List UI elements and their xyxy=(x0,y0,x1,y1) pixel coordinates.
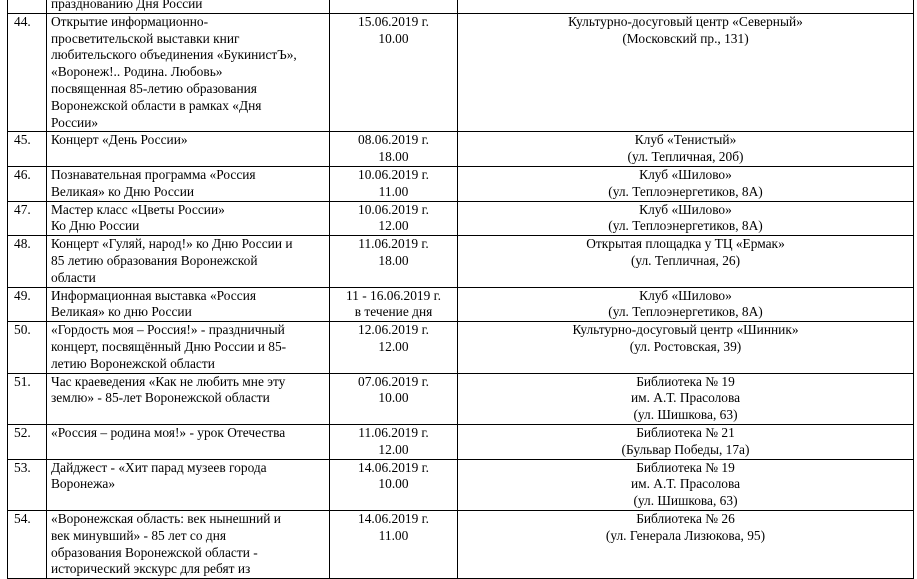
event-date: 10.06.2019 г. 11.00 xyxy=(330,166,458,201)
event-title: Познавательная программа «Россия Великая» ко Дню России xyxy=(47,166,330,201)
event-date xyxy=(330,0,458,13)
event-date: 14.06.2019 г. 11.00 xyxy=(330,510,458,578)
row-number xyxy=(8,0,47,13)
event-date: 15.06.2019 г. 10.00 xyxy=(330,13,458,132)
event-place: Библиотека № 26 (ул. Генерала Лизюкова, 95) xyxy=(458,510,914,578)
row-number: 53. xyxy=(8,459,47,510)
row-number: 46. xyxy=(8,166,47,201)
event-place: Клуб «Шилово» (ул. Теплоэнергетиков, 8А) xyxy=(458,166,914,201)
event-title: «Россия – родина моя!» - урок Отечества xyxy=(47,424,330,459)
event-place: Открытая площадка у ТЦ «Ермак» (ул. Тепличная, 26) xyxy=(458,236,914,287)
row-number: 47. xyxy=(8,201,47,236)
table-row xyxy=(8,201,914,236)
table-row xyxy=(8,287,914,322)
events-table xyxy=(7,0,914,579)
event-place: Клуб «Тенистый» (ул. Тепличная, 20б) xyxy=(458,132,914,167)
event-date: 11 - 16.06.2019 г. в течение дня xyxy=(330,287,458,322)
event-title: «Гордость моя – Россия!» - праздничный концерт, посвящённый Дню России и 85- летию Воронежской области xyxy=(47,322,330,373)
event-title: Информационная выставка «Россия Великая» ко дню России xyxy=(47,287,330,322)
row-number: 48. xyxy=(8,236,47,287)
row-number: 50. xyxy=(8,322,47,373)
event-place: Культурно-досуговый центр «Северный» (Московский пр., 131) xyxy=(458,13,914,132)
row-number: 44. xyxy=(8,13,47,132)
event-date: 10.06.2019 г. 12.00 xyxy=(330,201,458,236)
event-place: Библиотека № 21 (Бульвар Победы, 17а) xyxy=(458,424,914,459)
table-row xyxy=(8,166,914,201)
event-title: Час краеведения «Как не любить мне эту землю» - 85-лет Воронежской области xyxy=(47,373,330,424)
event-date: 11.06.2019 г. 12.00 xyxy=(330,424,458,459)
event-date: 12.06.2019 г. 12.00 xyxy=(330,322,458,373)
event-date: 07.06.2019 г. 10.00 xyxy=(330,373,458,424)
event-place: Клуб «Шилово» (ул. Теплоэнергетиков, 8А) xyxy=(458,201,914,236)
event-date: 08.06.2019 г. 18.00 xyxy=(330,132,458,167)
event-place: Библиотека № 19 им. А.Т. Прасолова (ул. Шишкова, 63) xyxy=(458,459,914,510)
table-row xyxy=(8,424,914,459)
event-place: Клуб «Шилово» (ул. Теплоэнергетиков, 8А) xyxy=(458,287,914,322)
event-date: 11.06.2019 г. 18.00 xyxy=(330,236,458,287)
table-row xyxy=(8,0,914,13)
event-date: 14.06.2019 г. 10.00 xyxy=(330,459,458,510)
event-title: «Воронежская область: век нынешний и век минувший» - 85 лет со дня образования Воронежской области - исторический экскурс для ребят из xyxy=(47,510,330,578)
event-place xyxy=(458,0,914,13)
table-row xyxy=(8,322,914,373)
row-number: 52. xyxy=(8,424,47,459)
event-title: празднованию Дня России xyxy=(47,0,330,13)
event-place: Библиотека № 19 им. А.Т. Прасолова (ул. Шишкова, 63) xyxy=(458,373,914,424)
event-title: Открытие информационно- просветительской выставки книг любительского объединения «БукинистЪ», «Воронеж!.. Родина. Любовь» посвященная 85-летию образования Воронежской области в рамках «Дня России» xyxy=(47,13,330,132)
row-number: 51. xyxy=(8,373,47,424)
row-number: 49. xyxy=(8,287,47,322)
table-row xyxy=(8,132,914,167)
event-title: Дайджест - «Хит парад музеев города Воронежа» xyxy=(47,459,330,510)
table-row xyxy=(8,510,914,578)
event-title: Мастер класс «Цветы России» Ко Дню России xyxy=(47,201,330,236)
event-title: Концерт «Гуляй, народ!» ко Дню России и 85 летию образования Воронежской области xyxy=(47,236,330,287)
row-number: 54. xyxy=(8,510,47,578)
row-number: 45. xyxy=(8,132,47,167)
table-row xyxy=(8,459,914,510)
event-place: Культурно-досуговый центр «Шинник» (ул. Ростовская, 39) xyxy=(458,322,914,373)
event-title: Концерт «День России» xyxy=(47,132,330,167)
table-row xyxy=(8,373,914,424)
table-row xyxy=(8,236,914,287)
table-row xyxy=(8,13,914,132)
